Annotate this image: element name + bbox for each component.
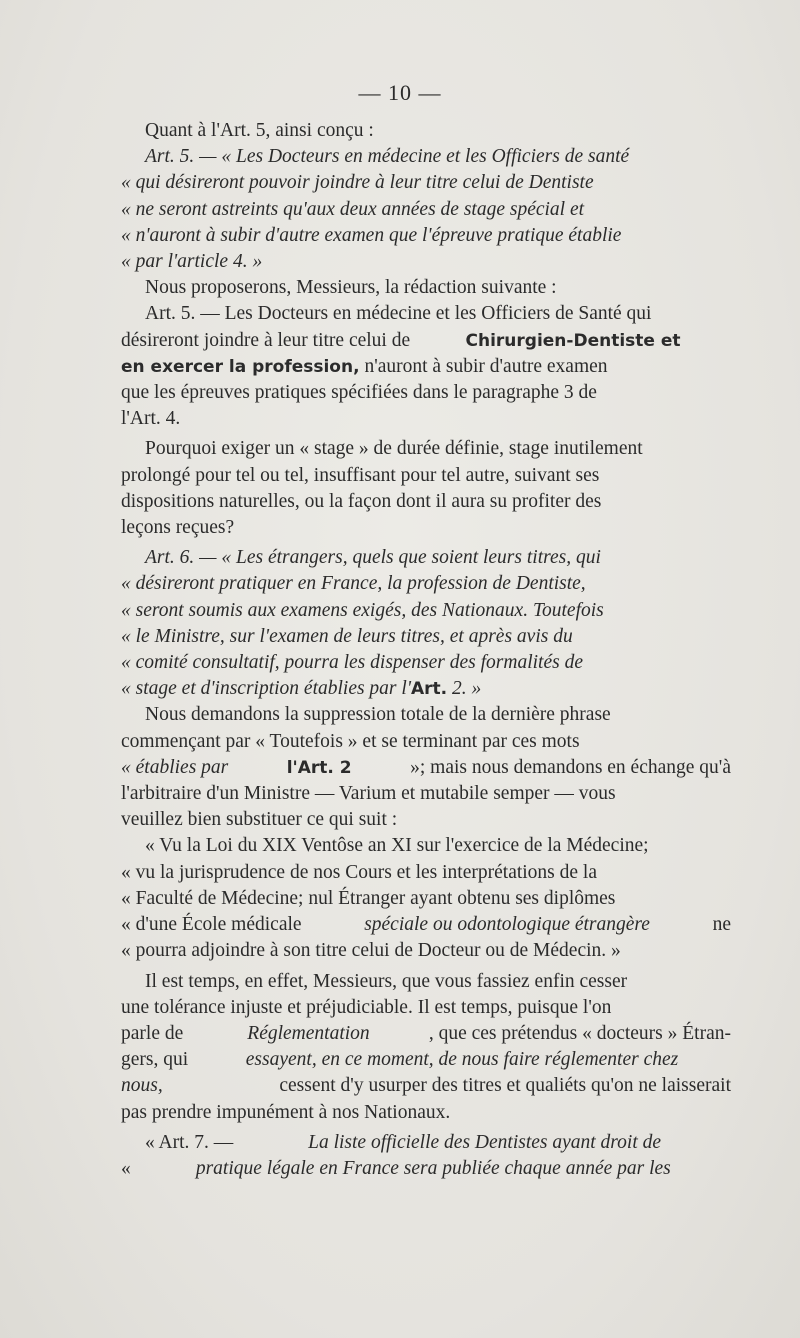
text-line: « Vu la Loi du XIX Ventôse an XI sur l'exercice de la Médecine; [145, 835, 649, 857]
body-text [121, 118, 731, 1182]
text-line: gers, qui essayent, en ce moment, de nous faire réglementer chez [121, 1049, 679, 1071]
text-line: désireront joindre à leur titre celui de Chirurgien-Dentiste et [121, 329, 681, 351]
text-line: « pourra adjoindre à son titre celui de Docteur ou de Médecin. » [121, 940, 621, 962]
text-line: l'Art. 4. [121, 408, 181, 430]
text-line: Art. 5. — « Les Docteurs en médecine et les Officiers de santé [145, 146, 630, 168]
text-line: « établies par l'Art. 2 »; mais nous demandons en échange qu'à [121, 756, 731, 778]
text-line: Nous demandons la suppression totale de la dernière phrase [145, 704, 611, 726]
text-line: Nous proposerons, Messieurs, la rédaction suivante : [145, 277, 557, 299]
text-line: « vu la jurisprudence de nos Cours et les interprétations de la [121, 861, 597, 883]
text-line: pas prendre impunément à nos Nationaux. [121, 1101, 451, 1123]
text-line: « comité consultatif, pourra les dispenser des formalités de [121, 652, 584, 674]
text-line: une tolérance injuste et préjudiciable. Il est temps, puisque l'on [121, 996, 612, 1018]
text-line: « Faculté de Médecine; nul Étranger ayant obtenu ses diplômes [121, 887, 616, 909]
text-line: « qui désireront pouvoir joindre à leur titre celui de Dentiste [121, 172, 594, 194]
text-line: parle de Réglementation , que ces prétendus « docteurs » Étran- [121, 1022, 731, 1044]
text-line: l'arbitraire d'un Ministre — Varium et mutabile semper — vous [121, 783, 616, 805]
text-line: Pourquoi exiger un « stage » de durée définie, stage inutilement [145, 438, 643, 460]
text-line: Art. 5. — Les Docteurs en médecine et les Officiers de Santé qui [145, 303, 652, 325]
text-line: « stage et d'inscription établies par l' Art. 2. » [121, 678, 482, 700]
text-line: « ne seront astreints qu'aux deux années de stage spécial et [121, 198, 585, 220]
text-line: commençant par « Toutefois » et se terminant par ces mots [121, 730, 580, 752]
text-line: « par l'article 4. » [121, 251, 263, 273]
text-line: « n'auront à subir d'autre examen que l'épreuve pratique établie [121, 224, 622, 246]
text-line: « pratique légale en France sera publiée chaque année par les [121, 1157, 671, 1179]
text-line: « désireront pratiquer en France, la profession de Dentiste, [121, 573, 586, 595]
text-line: « Art. 7. — La liste officielle des Dentistes ayant droit de [145, 1131, 662, 1153]
text-line: « le Ministre, sur l'examen de leurs titres, et après avis du [121, 625, 573, 647]
text-line: dispositions naturelles, ou la façon dont il aura su profiter des [121, 490, 602, 512]
text-line: leçons reçues? [121, 517, 235, 539]
text-line: Il est temps, en effet, Messieurs, que vous fassiez enfin cesser [145, 970, 628, 992]
text-line: « d'une École médicale spéciale ou odontologique étrangère ne [121, 914, 731, 936]
text-line: Art. 6. — « Les étrangers, quels que soient leurs titres, qui [145, 547, 601, 569]
text-line: en exercer la profession, n'auront à subir d'autre examen [121, 355, 608, 377]
text-line: « seront soumis aux examens exigés, des Nationaux. Toutefois [121, 599, 604, 621]
text-line: prolongé pour tel ou tel, insuffisant pour tel autre, suivant ses [121, 464, 600, 486]
text-line: Quant à l'Art. 5, ainsi conçu : [145, 120, 374, 141]
page-number: — 10 — [358, 80, 442, 105]
text-line: veuillez bien substituer ce qui suit : [121, 809, 398, 831]
text-line: que les épreuves pratiques spécifiées dans le paragraphe 3 de [121, 382, 597, 404]
text-line: nous, cessent d'y usurper des titres et qualiéts qu'on ne laisserait [121, 1075, 731, 1097]
